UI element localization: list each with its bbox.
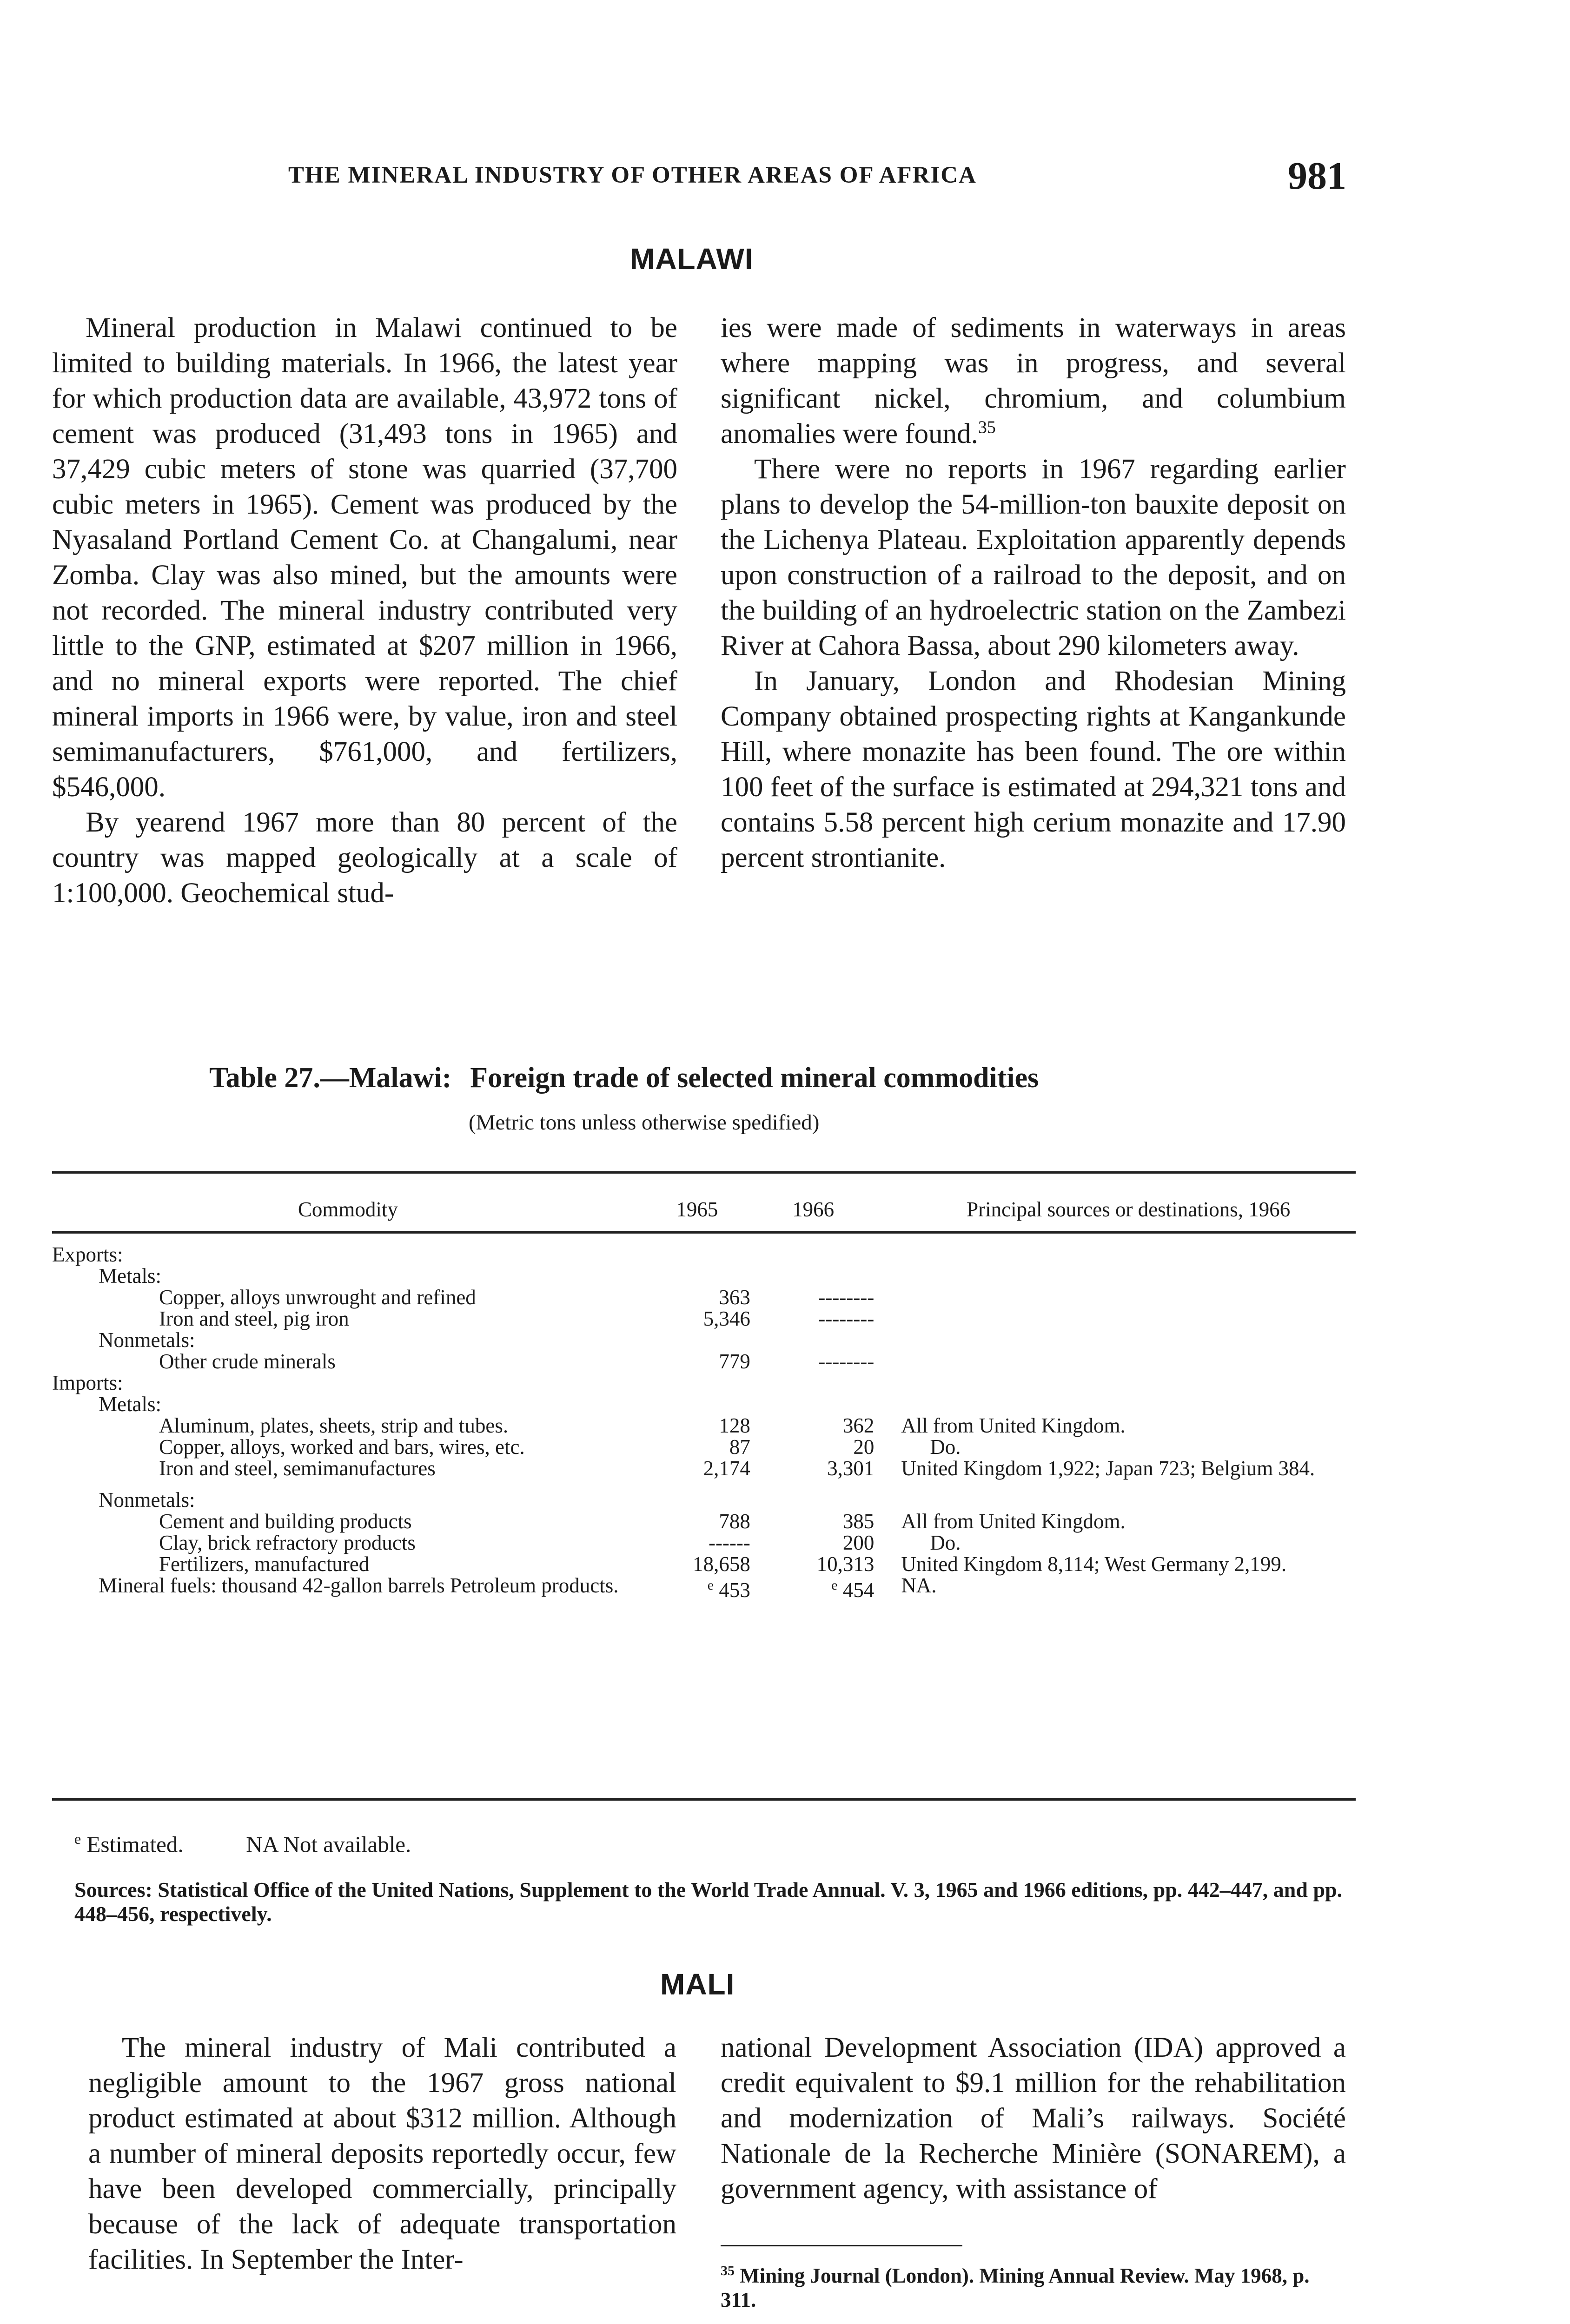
- table-sources: Sources: Statistical Office of the United Nations, Supplement to the World Trade Annual. V. 3, 1965 and 1966 editions, pp. 442–447, and pp. 448–456, respectively.: [74, 1878, 1343, 1926]
- table-footnote-legend: [74, 1830, 411, 1857]
- row-label: Metals:: [99, 1393, 161, 1416]
- row-source: Do.: [930, 1435, 961, 1459]
- value-1966: [752, 1575, 879, 1601]
- estimate-mark: e: [707, 1578, 714, 1593]
- malawi-continuation: [721, 310, 1346, 452]
- malawi-heading: MALAWI: [630, 242, 754, 276]
- row-label: Nonmetals:: [99, 1488, 195, 1512]
- row-source: All from United Kingdom.: [901, 1510, 1126, 1533]
- row-label: Nonmetals:: [99, 1328, 195, 1352]
- table-bottom-rule: [52, 1798, 1356, 1801]
- table-row: [52, 1372, 1356, 1393]
- table-row: [52, 1244, 1356, 1265]
- running-title: THE MINERAL INDUSTRY OF OTHER AREAS OF AFRICA: [288, 162, 977, 188]
- row-label: Copper, alloys unwrought and refined: [159, 1286, 476, 1309]
- header-1966: 1966: [752, 1188, 879, 1232]
- value-1965: 363: [719, 1286, 750, 1309]
- table-caption-title: Foreign trade of selected mineral commodities: [470, 1062, 1039, 1094]
- row-label: Other crude minerals: [159, 1350, 336, 1373]
- page-footnote: [721, 2259, 1346, 2312]
- value-1965: [644, 1575, 752, 1601]
- trade-table: [52, 1188, 1356, 1601]
- value-1965: 5,346: [703, 1307, 750, 1330]
- page-number: 981: [1288, 154, 1346, 198]
- malawi-paragraph-2: By yearend 1967 more than 80 percent of the country was mapped geologically at a scale of 1:100,000. Geochemical stud-: [52, 807, 677, 909]
- row-source: NA.: [901, 1574, 937, 1597]
- table-row: [52, 1308, 1356, 1329]
- row-label: Clay, brick refractory products: [159, 1531, 416, 1554]
- footnote-estimated: Estimated.: [86, 1831, 184, 1857]
- value-1965: 128: [719, 1414, 750, 1437]
- malawi-paragraph-3: There were no reports in 1967 regarding earlier plans to develop the 54-million-ton bauxite deposit on the Lichenya Plateau. Exploitation apparently depends upon construction of a railroad to the deposit, and on the building of an hydroelectric station on the Zambezi River at Cahora Bassa, about 290 kilometers away.: [721, 454, 1346, 661]
- row-source: United Kingdom 1,922; Japan 723; Belgium 384.: [901, 1457, 1315, 1480]
- table-row: [52, 1489, 1356, 1511]
- mali-right-column: [721, 2030, 1346, 2207]
- malawi-continuation-text: ies were made of sediments in waterways in areas where mapping was in progress, and several significant nickel, chromium, and columbium anomalies were found.: [721, 312, 1346, 449]
- row-label: Cement and building products: [159, 1510, 412, 1533]
- value-1966: 362: [842, 1414, 874, 1437]
- mali-left-column: [88, 2030, 676, 2278]
- table-row: [52, 1575, 1356, 1601]
- value-1965: 788: [719, 1510, 750, 1533]
- footnote-text: Mining Journal (London). Mining Annual Review. May 1968, p. 311.: [721, 2264, 1310, 2311]
- value-1965: 18,658: [693, 1552, 750, 1576]
- row-label: Aluminum, plates, sheets, strip and tubes.: [159, 1414, 509, 1437]
- malawi-left-column: [52, 310, 677, 911]
- mali-paragraph-1: The mineral industry of Mali contributed a negligible amount to the 1967 gross national product estimated at about $312 million. Although a number of mineral deposits reportedly occur, few have been developed commercially, principally because of the lack of adequate transportation facilities. In September the Inter-: [88, 2032, 676, 2275]
- table-row: [52, 1436, 1356, 1458]
- row-label: Iron and steel, pig iron: [159, 1307, 349, 1330]
- mali-heading: MALI: [660, 1967, 735, 2001]
- row-label: Iron and steel, semimanufactures: [159, 1457, 436, 1480]
- table-row: [52, 1458, 1356, 1479]
- table-header-row: [52, 1188, 1356, 1232]
- value-1965: ------: [708, 1531, 750, 1554]
- table-row: [52, 1351, 1356, 1372]
- malawi-paragraph-1: Mineral production in Malawi continued to be limited to building materials. In 1966, the latest year for which production data are available, 43,972 tons of cement was produced (31,493 tons in 1965) and 37,429 cubic meters of stone was quarried (37,700 cubic meters in 1965). Cement was produced by the Nyasaland Portland Cement Co. at Changalumi, near Zomba. Clay was also mined, but the amounts were not recorded. The mineral industry contributed very little to the GNP, estimated at $207 million in 1966, and no mineral exports were reported. The chief mineral imports in 1966 were, by value, iron and steel semimanufacturers, $761,000, and fertilizers, $546,000.: [52, 312, 677, 803]
- row-label: Copper, alloys, worked and bars, wires, etc.: [159, 1435, 525, 1459]
- table-row: [52, 1415, 1356, 1436]
- footnote-rule: [721, 2245, 962, 2246]
- value-1966: --------: [818, 1350, 874, 1373]
- estimated-mark: e: [74, 1830, 81, 1847]
- footnote-na: NA Not available.: [246, 1831, 411, 1857]
- value-1966-number: 454: [842, 1578, 874, 1602]
- row-label: Imports:: [52, 1371, 123, 1394]
- value-1966: 385: [842, 1510, 874, 1533]
- row-source: Do.: [930, 1531, 961, 1554]
- estimate-mark: e: [831, 1578, 838, 1593]
- value-1966: 20: [853, 1435, 874, 1459]
- footnote-ref-35: 35: [978, 417, 996, 437]
- header-commodity: Commodity: [52, 1188, 644, 1232]
- value-1966: 3,301: [827, 1457, 874, 1480]
- mali-paragraph-2: national Development Association (IDA) approved a credit equivalent to $9.1 million for the rehabilitation and modernization of Mali’s railways. Société Nationale de la Recherche Minière (SONAREM), a government agency, with assistance of: [721, 2032, 1346, 2205]
- value-1965: 87: [729, 1435, 750, 1459]
- table-subcaption: (Metric tons unless otherwise spedified): [469, 1110, 820, 1135]
- row-label: Mineral fuels: thousand 42-gallon barrels Petroleum products.: [99, 1574, 619, 1597]
- table-caption: [209, 1062, 1039, 1095]
- table-row: [52, 1329, 1356, 1351]
- value-1965-number: 453: [719, 1578, 750, 1602]
- value-1966: --------: [818, 1307, 874, 1330]
- value-1965: 2,174: [703, 1457, 750, 1480]
- table-top-rule: [52, 1171, 1356, 1174]
- value-1966: 10,313: [816, 1552, 874, 1576]
- header-sources: Principal sources or destinations, 1966: [879, 1188, 1356, 1232]
- row-label: Exports:: [52, 1243, 123, 1266]
- table-row: [52, 1393, 1356, 1415]
- table-row: [52, 1532, 1356, 1553]
- malawi-right-column: [721, 310, 1346, 876]
- table-row: [52, 1553, 1356, 1575]
- row-label: Fertilizers, manufactured: [159, 1552, 370, 1576]
- value-1966: --------: [818, 1286, 874, 1309]
- value-1965: 779: [719, 1350, 750, 1373]
- table-row: [52, 1511, 1356, 1532]
- row-source: United Kingdom 8,114; West Germany 2,199.: [901, 1552, 1287, 1576]
- table-row: [52, 1265, 1356, 1287]
- malawi-paragraph-4: In January, London and Rhodesian Mining Company obtained prospecting rights at Kangankunde Hill, where monazite has been found. The ore within 100 feet of the surface is estimated at 294,321 tons and contains 5.58 percent high cerium monazite and 17.90 percent strontianite.: [721, 666, 1346, 873]
- table-row: [52, 1287, 1356, 1308]
- row-source: All from United Kingdom.: [901, 1414, 1126, 1437]
- table-caption-number: Table 27.—Malawi:: [209, 1062, 452, 1094]
- footnote-number: 35: [721, 2263, 735, 2278]
- row-label: Metals:: [99, 1264, 161, 1287]
- value-1966: 200: [842, 1531, 874, 1554]
- header-1965: 1965: [644, 1188, 752, 1232]
